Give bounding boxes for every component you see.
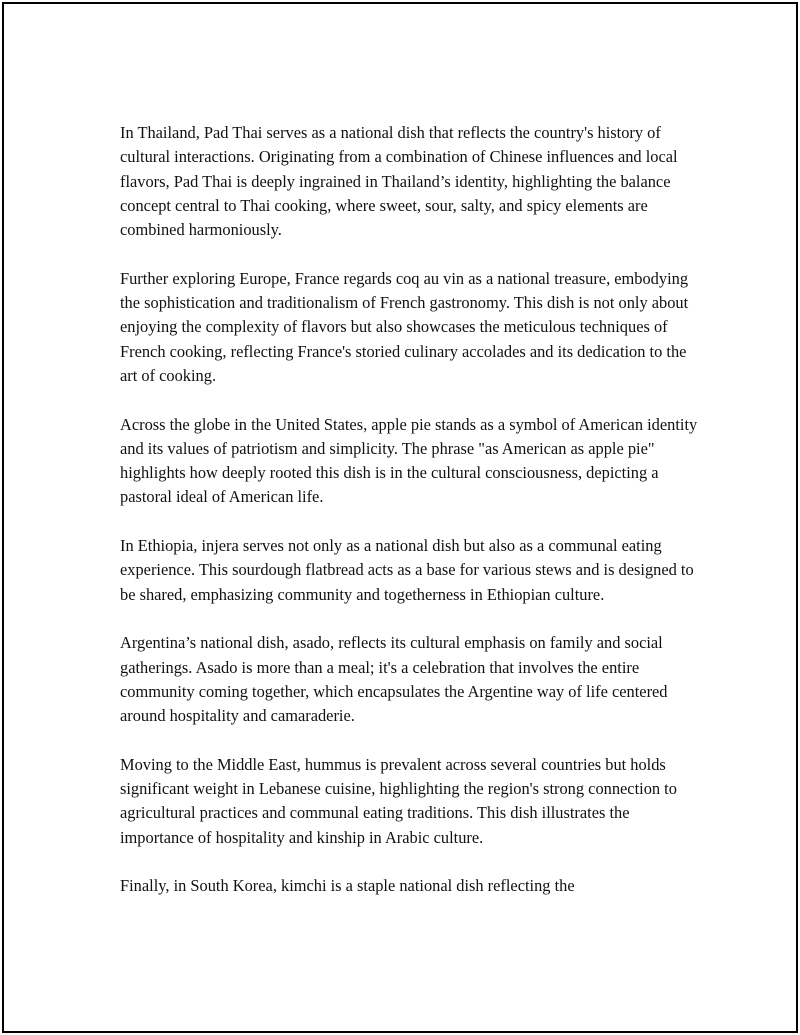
paragraph-thailand: In Thailand, Pad Thai serves as a national dish that reflects the country's history of cultural interactions. Originating from a combination of Chinese influences and local flavors, Pad Thai is deeply ingrained in Thailand’s identity, highlighting the balance concept central to Thai cooking, where sweet, sour, salty, and spicy elements are combined harmoniously. bbox=[120, 123, 678, 240]
paragraph-france: Further exploring Europe, France regards coq au vin as a national treasure, embodying the sophistication and traditionalism of French gastronomy. This dish is not only about enjoying the complexity of flavors but also showcases the meticulous techniques of French cooking, reflecting France's storied culinary accolades and its dedication to the art of cooking. bbox=[120, 268, 689, 385]
paragraph-ethiopia: In Ethiopia, injera serves not only as a national dish but also as a communal eating experience. This sourdough flatbread acts as a base for various stews and is designed to be shared, emphasizing community and togetherness in Ethiopian culture. bbox=[120, 536, 694, 604]
paragraph-united-states: Across the globe in the United States, apple pie stands as a symbol of American identity and its values of patriotism and simplicity. The phrase "as American as apple pie" highlights how deeply rooted this dish is in the cultural consciousness, depicting a pastoral ideal of American life. bbox=[120, 414, 698, 507]
document-body bbox=[120, 121, 700, 923]
paragraph-middle-east: Moving to the Middle East, hummus is prevalent across several countries but holds significant weight in Lebanese cuisine, highlighting the region's strong connection to agricultural practices and communal eating traditions. This dish illustrates the importance of hospitality and kinship in Arabic culture. bbox=[120, 754, 677, 847]
page-border bbox=[2, 2, 798, 1033]
paragraph-argentina: Argentina’s national dish, asado, reflects its cultural emphasis on family and social gatherings. Asado is more than a meal; it's a celebration that involves the entire community coming together, which encapsulates the Argentine way of life centered around hospitality and camaraderie. bbox=[120, 633, 668, 726]
paragraph-south-korea: Finally, in South Korea, kimchi is a staple national dish reflecting the bbox=[120, 876, 575, 896]
